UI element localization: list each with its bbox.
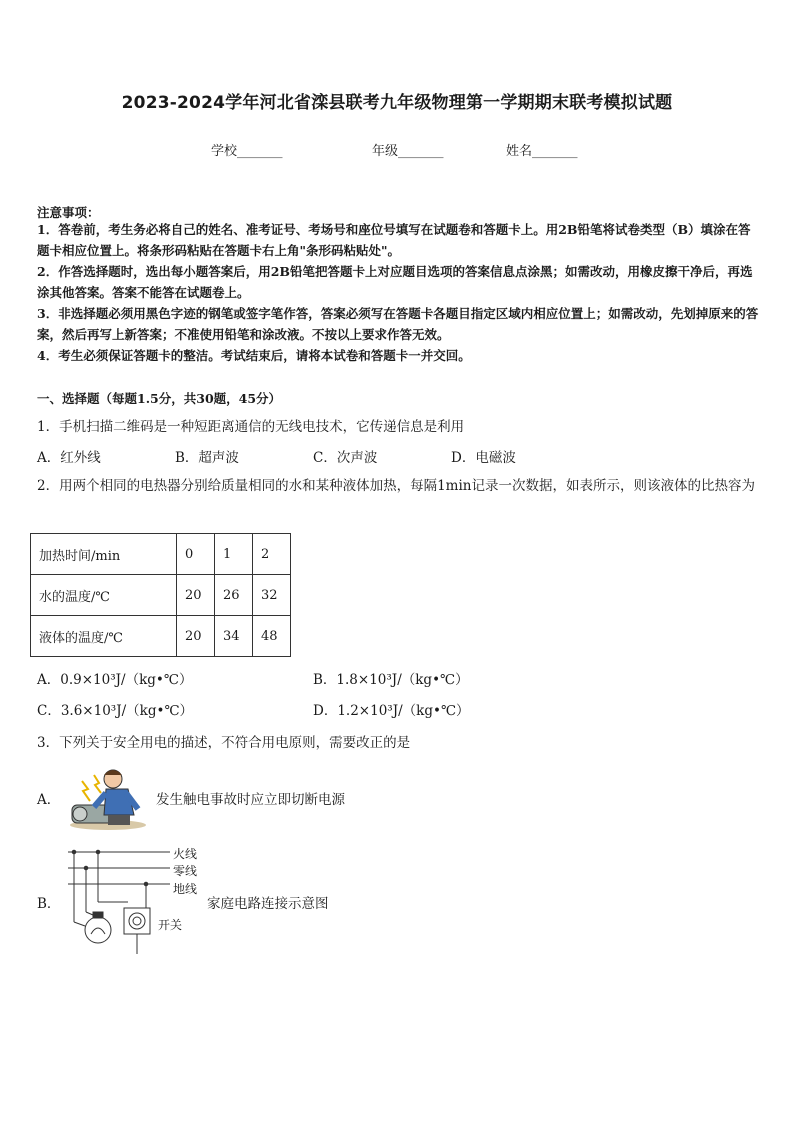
table-cell: 1 xyxy=(215,534,253,575)
table-cell: 2 xyxy=(253,534,291,575)
q3-option-b-caption: 家庭电路连接示意图 xyxy=(207,896,329,912)
q2-option-b[interactable]: B．1.8×10³J/（kg•℃） xyxy=(313,672,469,688)
live-wire-label: 火线 xyxy=(173,847,198,861)
table-cell: 26 xyxy=(215,575,253,616)
q2-option-c[interactable]: C．3.6×10³J/（kg•℃） xyxy=(37,703,194,719)
household-circuit-diagram xyxy=(60,842,183,957)
q3-option-b-label[interactable]: B． xyxy=(37,896,61,912)
note-item-3: 3．非选择题必须用黑色字迹的钢笔或签字笔作答，答案必须写在答题卡各题目指定区域内相应位置上；如需改动，先划掉原来的答案，然后再写上新答案；不准使用铅笔和涂改液。不按以上要求作答无效。 xyxy=(37,306,759,342)
electric-shock-illustration xyxy=(68,763,150,833)
note-item-1: 1．答卷前，考生务必将自己的姓名、准考证号、考场号和座位号填写在试题卷和答题卡上。用2B铅笔将试卷类型（B）填涂在答题卡相应位置上。将条形码粘贴在答题卡右上角"条形码粘贴处"。 xyxy=(37,222,751,258)
question-3-stem: 3．下列关于安全用电的描述，不符合用电原则，需要改正的是 xyxy=(37,735,411,751)
temperature-table xyxy=(30,533,291,657)
q2-option-d[interactable]: D．1.2×10³J/（kg•℃） xyxy=(313,703,470,719)
note-item-2: 2．作答选择题时，选出每小题答案后，用2B铅笔把答题卡上对应题目选项的答案信息点涂黑；如需改动，用橡皮擦干净后，再选涂其他答案。答案不能答在试题卷上。 xyxy=(37,264,753,300)
table-row xyxy=(31,575,291,616)
section-heading: 一、选择题（每题1.5分，共30题，45分） xyxy=(37,391,282,406)
name-field: 姓名_______ xyxy=(506,144,578,159)
school-field: 学校_______ xyxy=(211,144,283,159)
table-row xyxy=(31,534,291,575)
q1-option-c[interactable]: C．次声波 xyxy=(313,450,378,466)
q1-option-b[interactable]: B．超声波 xyxy=(175,450,239,466)
notes-heading: 注意事项： xyxy=(37,205,100,220)
table-cell: 20 xyxy=(177,616,215,657)
q2-option-a[interactable]: A．0.9×10³J/（kg•℃） xyxy=(37,672,193,688)
table-row xyxy=(31,616,291,657)
table-cell: 32 xyxy=(253,575,291,616)
question-2-stem: 2．用两个相同的电热器分别给质量相同的水和某种液体加热，每隔1min记录一次数据，如表所示，则该液体的比热容为 xyxy=(37,478,755,494)
q3-option-a-caption: 发生触电事故时应立即切断电源 xyxy=(156,792,345,808)
table-cell: 34 xyxy=(215,616,253,657)
table-cell: 0 xyxy=(177,534,215,575)
q1-option-d[interactable]: D．电磁波 xyxy=(451,450,516,466)
exam-title: 2023-2024学年河北省滦县联考九年级物理第一学期期末联考模拟试题 xyxy=(121,93,673,113)
table-cell: 48 xyxy=(253,616,291,657)
table-cell: 水的温度/℃ xyxy=(31,575,177,616)
switch-label: 开关 xyxy=(158,918,183,932)
note-item-4: 4．考生必须保证答题卡的整洁。考试结束后，请将本试卷和答题卡一并交回。 xyxy=(37,348,471,363)
table-cell: 20 xyxy=(177,575,215,616)
grade-field: 年级_______ xyxy=(372,144,444,159)
question-1-stem: 1．手机扫描二维码是一种短距离通信的无线电技术，它传递信息是利用 xyxy=(37,419,465,435)
neutral-wire-label: 零线 xyxy=(173,864,198,878)
ground-wire-label: 地线 xyxy=(173,882,198,896)
table-cell: 液体的温度/℃ xyxy=(31,616,177,657)
table-cell: 加热时间/min xyxy=(31,534,177,575)
q3-option-a-label[interactable]: A． xyxy=(37,792,61,808)
q1-option-a[interactable]: A．红外线 xyxy=(37,450,101,466)
